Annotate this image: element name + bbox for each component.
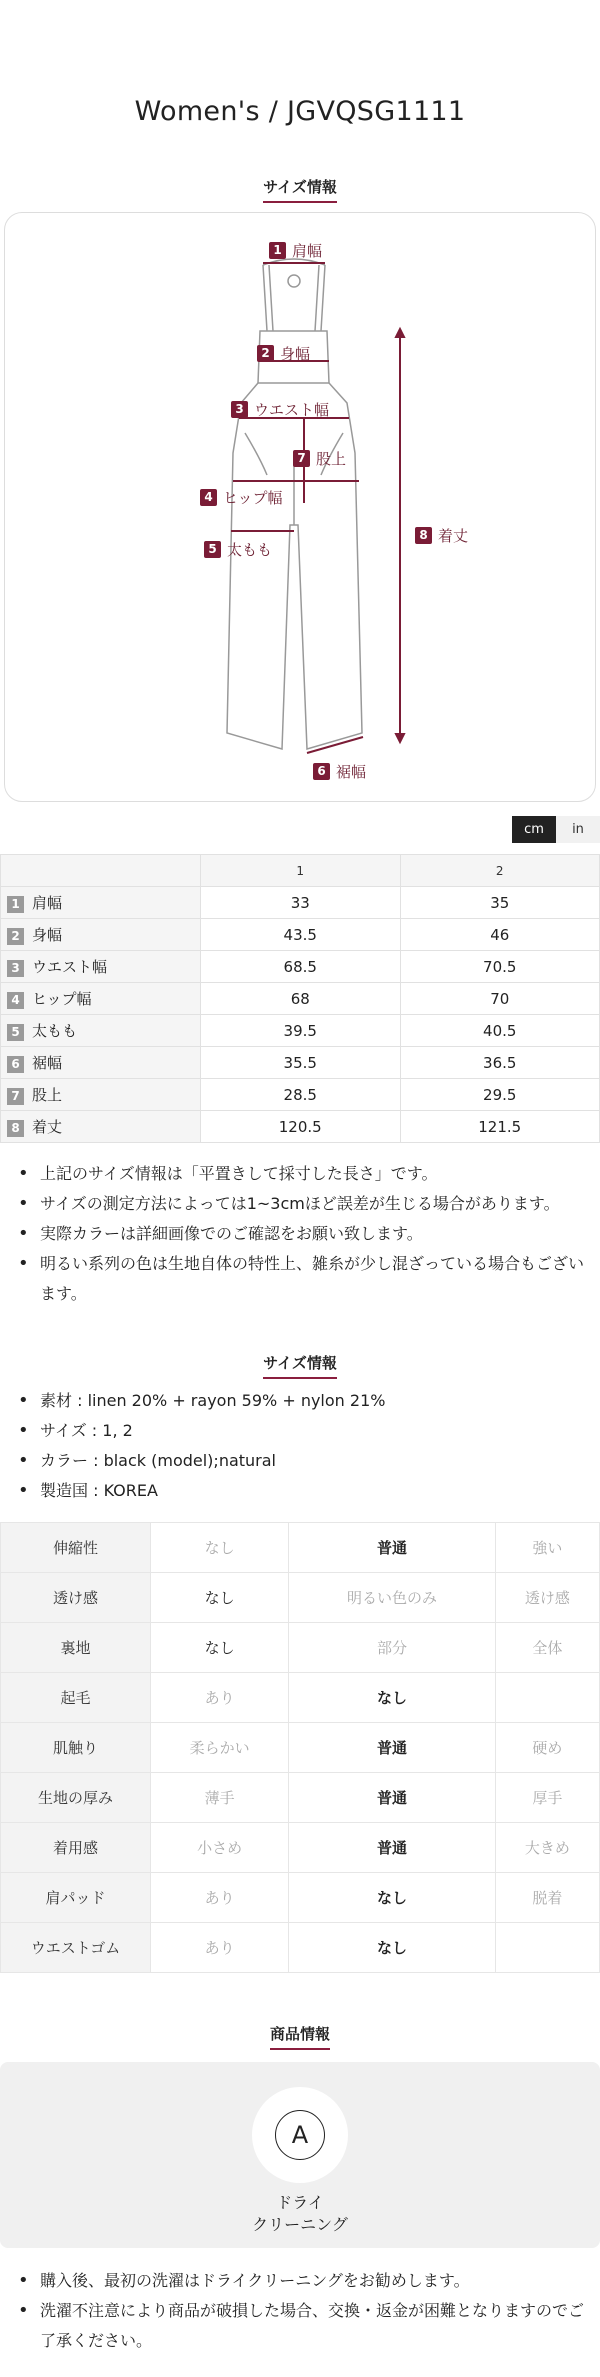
attribute-row [1,1623,600,1673]
row-label: 4 ヒップ幅 [1,983,201,1015]
attribute-option: 脱着 [495,1873,599,1923]
attribute-option: なし [151,1573,289,1623]
table-row [1,887,600,919]
cell-value: 68 [201,983,401,1015]
attribute-label: 生地の厚み [1,1773,151,1823]
attribute-option: あり [151,1923,289,1973]
size-info-heading-2 [0,1352,600,1379]
attribute-option: 普通 [289,1823,495,1873]
row-label: 2 身幅 [1,919,201,951]
size-table-header [1,855,600,887]
cell-value: 68.5 [201,951,401,983]
row-label: 1 肩幅 [1,887,201,919]
attribute-option: 部分 [289,1623,495,1673]
product-info-heading-text: 商品情報 [270,2023,330,2050]
list-item: • 明るい系列の色は生地自体の特性上、雑糸が少し混ざっている場合もございます。 [16,1249,586,1309]
table-row [1,1047,600,1079]
attribute-option: なし [289,1923,495,1973]
diagram-label-hip: 4 ヒップ幅 [200,487,283,508]
attribute-option [495,1673,599,1723]
cell-value: 39.5 [201,1015,401,1047]
list-item: • サイズの測定方法によっては1~3cmほど誤差が生じる場合があります。 [16,1189,586,1219]
table-row [1,983,600,1015]
list-item: • 購入後、最初の洗濯はドライクリーニングをお勧めします。 [16,2266,586,2296]
diagram-label-chest: 2 身幅 [257,343,310,364]
attribute-option: なし [289,1673,495,1723]
list-item: • 製造国 : KOREA [16,1476,586,1506]
table-row [1,1111,600,1143]
attribute-row [1,1823,600,1873]
unit-toggle [512,816,600,843]
overalls-diagram [5,213,597,803]
attribute-label: 起毛 [1,1673,151,1723]
dry-clean-icon: A [275,2110,325,2160]
attribute-label: ウエストゴム [1,1923,151,1973]
cell-value: 35 [400,887,600,919]
attribute-label: 肩パッド [1,1873,151,1923]
table-row [1,1079,600,1111]
size-info-heading [0,176,600,203]
size-info-heading-text: サイズ情報 [263,176,337,203]
size-info-heading-2-text: サイズ情報 [263,1352,337,1379]
product-title: Women's / JGVQSG1111 [134,96,466,127]
attribute-row [1,1773,600,1823]
list-item: • カラー : black (model);natural [16,1446,586,1476]
size-table [0,854,600,1143]
diagram-label-rise: 7 股上 [293,448,346,469]
attribute-option: 明るい色のみ [289,1573,495,1623]
attribute-option: 柔らかい [151,1723,289,1773]
cell-value: 35.5 [201,1047,401,1079]
attribute-label: 肌触り [1,1723,151,1773]
cell-value: 33 [201,887,401,919]
cell-value: 36.5 [400,1047,600,1079]
attribute-option: 透け感 [495,1573,599,1623]
attribute-option: なし [151,1623,289,1673]
attribute-option: あり [151,1873,289,1923]
list-item: • 洗濯不注意により商品が破損した場合、交換・返金が困難となりますのでご了承ください。 [16,2296,586,2356]
care-label-line2: クリーニング [252,2215,348,2234]
unit-cm-button[interactable]: cm [512,816,556,843]
cell-value: 120.5 [201,1111,401,1143]
attribute-option [495,1923,599,1973]
attribute-option: 硬め [495,1723,599,1773]
size-column-1: 1 [201,855,401,887]
size-diagram-card [4,212,596,802]
table-row [1,1015,600,1047]
attribute-option: 大きめ [495,1823,599,1873]
attribute-label: 透け感 [1,1573,151,1623]
list-item: • 実際カラーは詳細画像でのご確認をお願い致します。 [16,1219,586,1249]
cell-value: 70.5 [400,951,600,983]
attribute-row [1,1723,600,1773]
attribute-row [1,1873,600,1923]
dry-clean-icon-circle [252,2087,348,2183]
table-row [1,919,600,951]
row-label: 7 股上 [1,1079,201,1111]
list-item: • サイズ : 1, 2 [16,1416,586,1446]
attribute-option: 薄手 [151,1773,289,1823]
cell-value: 70 [400,983,600,1015]
attribute-option: なし [289,1873,495,1923]
cell-value: 28.5 [201,1079,401,1111]
attribute-row [1,1923,600,1973]
row-label: 5 太もも [1,1015,201,1047]
product-info-heading [0,2023,600,2050]
attribute-row [1,1523,600,1573]
attribute-label: 伸縮性 [1,1523,151,1573]
list-item: • 素材 : linen 20% + rayon 59% + nylon 21% [16,1386,586,1416]
diagram-label-waist: 3 ウエスト幅 [231,399,329,420]
attribute-option: なし [151,1523,289,1573]
attribute-option: 普通 [289,1773,495,1823]
care-notes-list [16,2266,586,2356]
measure-lines [231,263,404,753]
attribute-label: 裏地 [1,1623,151,1673]
size-column-2: 2 [400,855,600,887]
attribute-option: あり [151,1673,289,1723]
attribute-option: 厚手 [495,1773,599,1823]
attribute-table [0,1522,600,1973]
attribute-option: 普通 [289,1523,495,1573]
row-label: 3 ウエスト幅 [1,951,201,983]
care-label [0,2192,600,2236]
attribute-label: 着用感 [1,1823,151,1873]
measure-line-6 [307,737,363,753]
list-item: • 上記のサイズ情報は「平置きして採寸した長さ」です。 [16,1159,586,1189]
attribute-row [1,1573,600,1623]
attribute-row [1,1673,600,1723]
cell-value: 43.5 [201,919,401,951]
row-label: 8 着丈 [1,1111,201,1143]
spec-notes-list [16,1386,586,1506]
cell-value: 46 [400,919,600,951]
attribute-option: 強い [495,1523,599,1573]
cell-value: 40.5 [400,1015,600,1047]
size-table-corner [1,855,201,887]
row-label: 6 裾幅 [1,1047,201,1079]
unit-in-button[interactable]: in [556,816,600,843]
strap-buckle [288,275,300,287]
diagram-label-shoulder: 1 肩幅 [269,240,322,261]
diagram-label-hem: 6 裾幅 [313,761,366,782]
diagram-label-length: 8 着丈 [415,525,468,546]
size-notes-list [16,1159,586,1309]
cell-value: 29.5 [400,1079,600,1111]
attribute-option: 小さめ [151,1823,289,1873]
table-row [1,951,600,983]
attribute-option: 普通 [289,1723,495,1773]
care-label-line1: ドライ [276,2193,324,2212]
attribute-option: 全体 [495,1623,599,1673]
care-card [0,2062,600,2248]
cell-value: 121.5 [400,1111,600,1143]
diagram-label-thigh: 5 太もも [204,539,272,560]
